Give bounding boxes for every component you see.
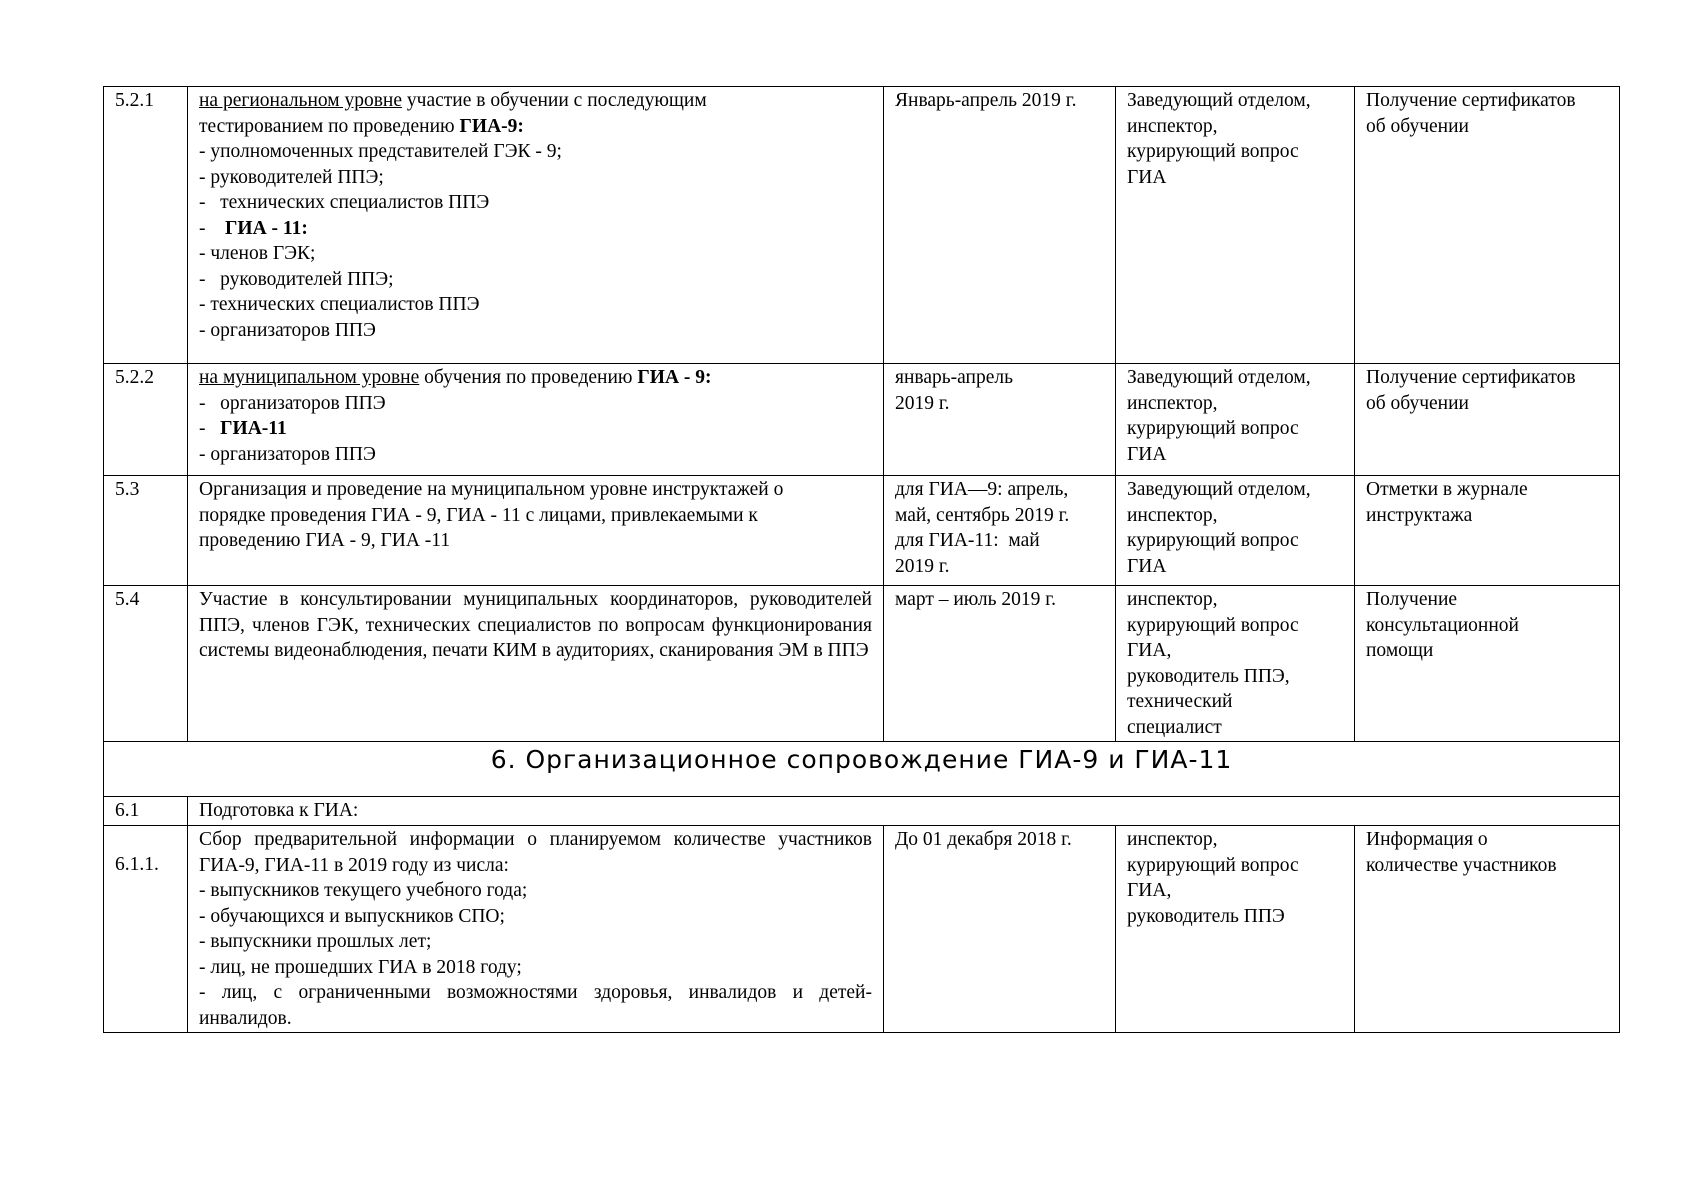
bold-text: ГИА-11 — [220, 418, 287, 439]
table-row — [104, 87, 1620, 364]
date-cell: для ГИА—9: апрель, май, сентябрь 2019 г. для ГИА-11: май 2019 г. — [884, 476, 1116, 586]
activity-cell: на региональном уровне участие в обучении с последующим тестированием по проведению ГИА-9: - уполномоченных представителей ГЭК - 9; - руководителей ППЭ; - технических специалистов ППЭ - ГИА - 11: - членов ГЭК; - руководителей ППЭ; - технических специалистов ППЭ - организаторов ППЭ — [188, 87, 884, 364]
table-row — [104, 826, 1620, 1033]
subsection-title: Подготовка к ГИА: — [188, 797, 1620, 826]
result-cell: Получение сертификатов об обучении — [1355, 364, 1620, 476]
bold-text: ГИА-9: — [459, 115, 524, 137]
responsible-cell: Заведующий отделом, инспектор, курирующий вопрос ГИА — [1116, 476, 1355, 586]
responsible-cell: инспектор, курирующий вопрос ГИА, руководитель ППЭ, технический специалист — [1116, 586, 1355, 742]
table-row — [104, 586, 1620, 742]
section-heading-row — [104, 742, 1620, 797]
result-cell: Отметки в журнале инструктажа — [1355, 476, 1620, 586]
activity-cell: на муниципальном уровне обучения по проведению ГИА - 9: - организаторов ППЭ - ГИА-11 - организаторов ППЭ — [188, 364, 884, 476]
bold-text: ГИА - 11: — [225, 217, 308, 239]
result-cell: Получение сертификатов об обучении — [1355, 87, 1620, 364]
plan-table — [103, 86, 1620, 1033]
responsible-cell: инспектор, курирующий вопрос ГИА, руководитель ППЭ — [1116, 826, 1355, 1033]
activity-cell: Организация и проведение на муниципальном уровне инструктажей о порядке проведения ГИА - 9, ГИА - 11 с лицами, привлекаемыми к проведению ГИА - 9, ГИА -11 — [188, 476, 884, 586]
row-number: 5.2.2 — [104, 364, 188, 476]
row-number: 5.4 — [104, 586, 188, 742]
activity-cell: Сбор предварительной информации о планируемом количестве участников ГИА-9, ГИА-11 в 2019 году из числа: - выпускников текущего учебного года; - обучающихся и выпускников СПО; - выпускники прошлых лет; - лиц, не прошедших ГИА в 2018 году; - лиц, с ограниченными возможностями здоровья, инвалидов и детей-инвалидов. — [188, 826, 884, 1033]
row-number: 6.1 — [104, 797, 188, 826]
table-row — [104, 797, 1620, 826]
underlined-text: на муниципальном уровне — [199, 367, 420, 388]
activity-cell: Участие в консультировании муниципальных координаторов, руководителей ППЭ, членов ГЭК, технических специалистов по вопросам функционирования системы видеонаблюдения, печати КИМ в аудиториях, сканирования ЭМ в ППЭ — [188, 586, 884, 742]
row-number: 5.3 — [104, 476, 188, 586]
result-cell: Получение консультационной помощи — [1355, 586, 1620, 742]
row-number: 6.1.1. — [104, 826, 188, 1033]
date-cell: март – июль 2019 г. — [884, 586, 1116, 742]
table-row — [104, 476, 1620, 586]
row-number: 5.2.1 — [104, 87, 188, 364]
underlined-text: на региональном уровне — [199, 90, 403, 111]
date-cell: До 01 декабря 2018 г. — [884, 826, 1116, 1033]
bold-text: ГИА - 9: — [637, 367, 712, 388]
result-cell: Информация о количестве участников — [1355, 826, 1620, 1033]
table-row — [104, 364, 1620, 476]
date-cell: январь-апрель 2019 г. — [884, 364, 1116, 476]
date-cell: Январь-апрель 2019 г. — [884, 87, 1116, 364]
section-title: 6. Организационное сопровождение ГИА-9 и ГИА-11 — [104, 742, 1620, 797]
responsible-cell: Заведующий отделом, инспектор, курирующий вопрос ГИА — [1116, 364, 1355, 476]
responsible-cell: Заведующий отделом, инспектор, курирующий вопрос ГИА — [1116, 87, 1355, 364]
